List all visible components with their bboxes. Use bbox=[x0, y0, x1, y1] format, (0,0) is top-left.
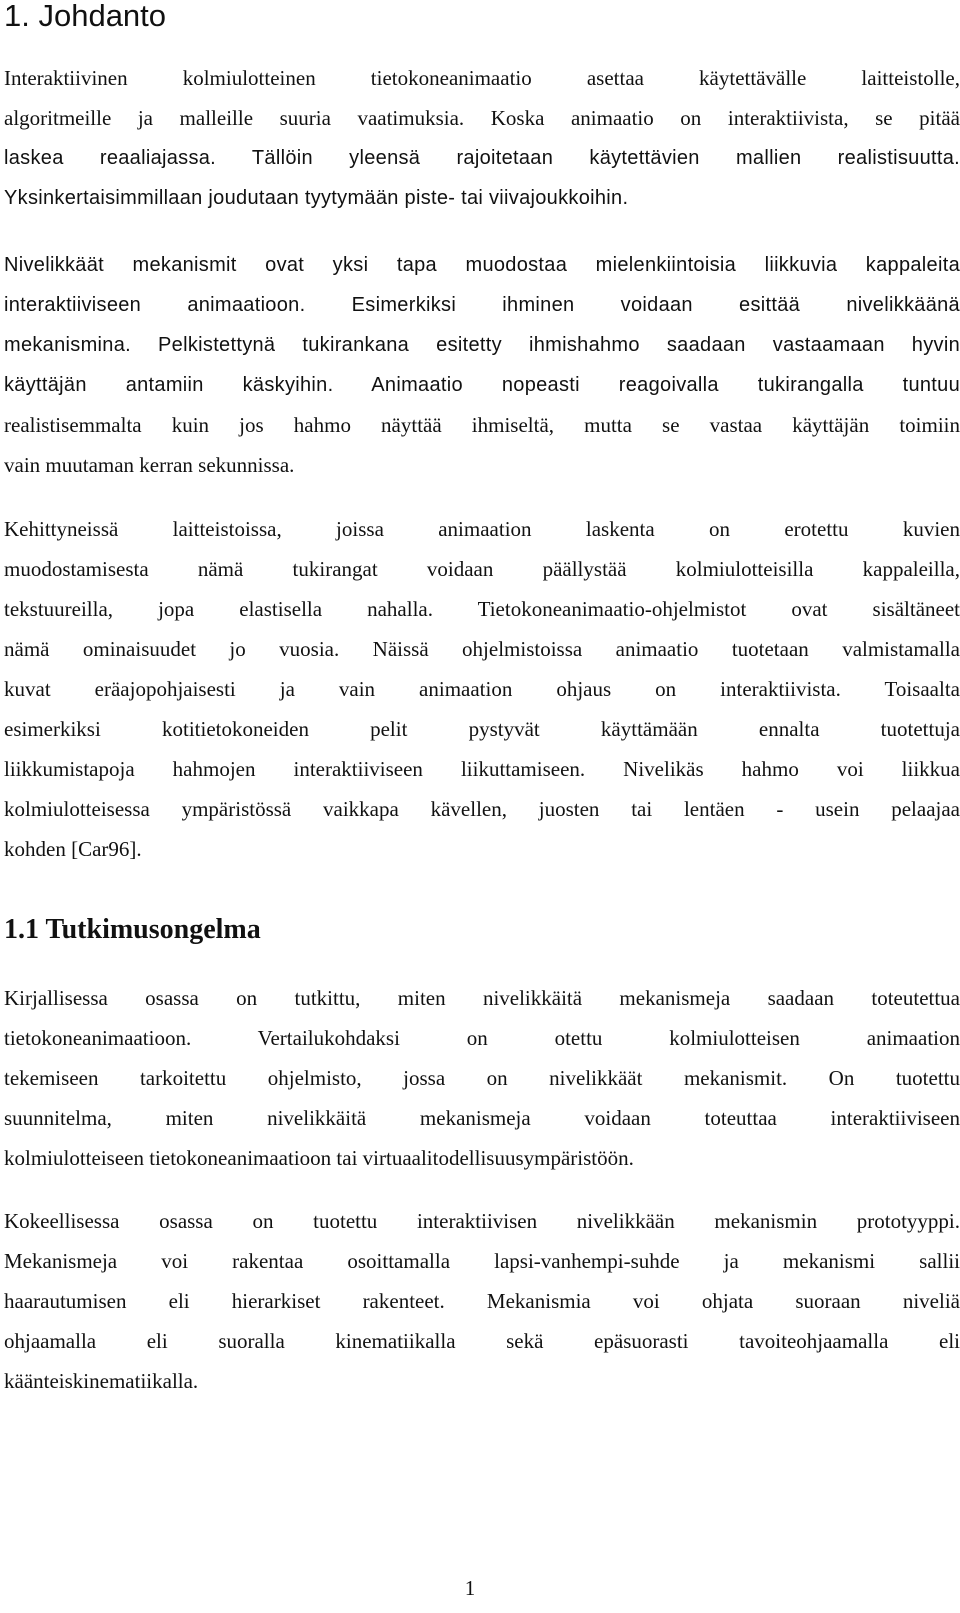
text-line: tekstuureilla, jopa elastisella nahalla. Tietokoneanimaatio-ohjelmistot ovat sisältäneet bbox=[4, 597, 960, 621]
text-line: Kehittyneissä laitteistoissa, joissa animaation laskenta on erotettu kuvien bbox=[4, 517, 960, 541]
text-line: algoritmeille ja malleille suuria vaatimuksia. Koska animaatio on interaktiivista, se pitää bbox=[4, 106, 960, 130]
section-title: 1.1 Tutkimusongelma bbox=[4, 914, 261, 945]
section-paragraph-1 bbox=[4, 978, 960, 1178]
text-line: kolmiulotteiseen tietokoneanimaatioon tai virtuaalitodellisuusympäristöön. bbox=[4, 1146, 634, 1170]
text-line: käyttäjän antamiin käskyihin. Animaatio nopeasti reagoivalla tukirangalla tuntuu bbox=[4, 374, 960, 396]
page-number: 1 bbox=[464, 1576, 476, 1600]
text-line: mekanismina. Pelkistettynä tukirankana esitetty ihmishahmo saadaan vastaamaan hyvin bbox=[4, 334, 960, 356]
text-line: Kirjallisessa osassa on tutkittu, miten nivelikkäitä mekanismeja saadaan toteutettua bbox=[4, 986, 960, 1010]
text-line: kuvat eräajopohjaisesti ja vain animaation ohjaus on interaktiivista. Toisaalta bbox=[4, 677, 960, 701]
text-line: haarautumisen eli hierarkiset rakenteet. Mekanismia voi ohjata suoraan niveliä bbox=[4, 1289, 960, 1313]
text-line: Interaktiivinen kolmiulotteinen tietokoneanimaatio asettaa käytettävälle laitteistolle, bbox=[4, 66, 960, 90]
text-line: realistisemmalta kuin jos hahmo näyttää ihmiseltä, mutta se vastaa käyttäjän toimiin bbox=[4, 413, 960, 437]
text-line: tietokoneanimaatioon. Vertailukohdaksi on otettu kolmiulotteisen animaation bbox=[4, 1026, 960, 1050]
text-line: tekemiseen tarkoitettu ohjelmisto, jossa on nivelikkäät mekanismit. On tuotettu bbox=[4, 1066, 960, 1090]
text-line: kohden [Car96]. bbox=[4, 837, 142, 861]
text-line: esimerkiksi kotitietokoneiden pelit pystyvät käyttämään ennalta tuotettuja bbox=[4, 717, 960, 741]
text-line: vain muutaman kerran sekunnissa. bbox=[4, 453, 295, 477]
text-line: Mekanismeja voi rakentaa osoittamalla lapsi-vanhempi-suhde ja mekanismi sallii bbox=[4, 1249, 960, 1273]
section-paragraph-2 bbox=[4, 1201, 960, 1401]
text-line: liikkumistapoja hahmojen interaktiiviseen liikuttamiseen. Nivelikäs hahmo voi liikkua bbox=[4, 757, 960, 781]
text-line: interaktiiviseen animaatioon. Esimerkiksi ihminen voidaan esittää nivelikkäänä bbox=[4, 294, 960, 316]
text-line: käänteiskinematiikalla. bbox=[4, 1369, 199, 1393]
text-line: Kokeellisessa osassa on tuotettu interaktiivisen nivelikkään mekanismin prototyyppi. bbox=[4, 1209, 960, 1233]
intro-paragraph-3 bbox=[4, 509, 960, 869]
text-line: Yksinkertaisimmillaan joudutaan tyytymään piste- tai viivajoukkoihin. bbox=[4, 187, 629, 209]
text-line: Nivelikkäät mekanismit ovat yksi tapa muodostaa mielenkiintoisia liikkuvia kappaleita bbox=[4, 254, 960, 276]
chapter-title: 1. Johdanto bbox=[4, 0, 167, 33]
text-line: nämä ominaisuudet jo vuosia. Näissä ohjelmistoissa animaatio tuotetaan valmistamalla bbox=[4, 637, 960, 661]
text-line: suunnitelma, miten nivelikkäitä mekanismeja voidaan toteuttaa interaktiiviseen bbox=[4, 1106, 960, 1130]
text-line: ohjaamalla eli suoralla kinematiikalla sekä epäsuorasti tavoiteohjaamalla eli bbox=[4, 1329, 960, 1353]
text-line: muodostamisesta nämä tukirangat voidaan päällystää kolmiulotteisilla kappaleilla, bbox=[4, 557, 960, 581]
intro-paragraph-2 bbox=[4, 245, 960, 485]
intro-paragraph-1 bbox=[4, 58, 960, 218]
text-line: kolmiulotteisessa ympäristössä vaikkapa kävellen, juosten tai lentäen - usein pelaajaa bbox=[4, 797, 960, 821]
text-line: laskea reaaliajassa. Tällöin yleensä rajoitetaan käytettävien mallien realistisuutta. bbox=[4, 147, 960, 169]
